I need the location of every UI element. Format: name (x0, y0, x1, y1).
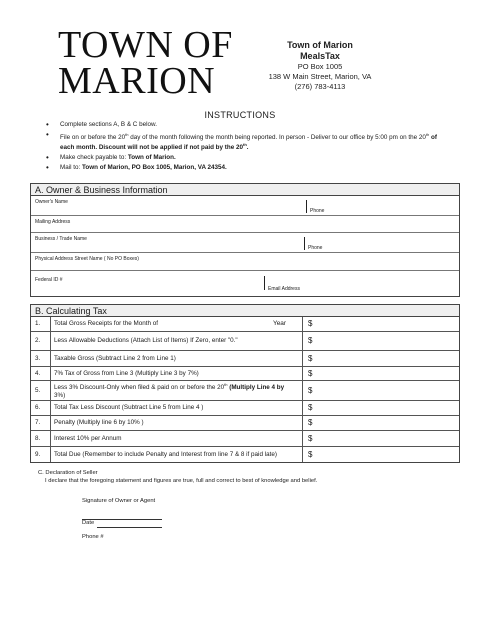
federal-id-field[interactable] (31, 271, 459, 296)
line-number: 7. (31, 415, 51, 430)
instruction-item: • File on or before the 20th day of the month following the month being reported. In person - Deliver to our office by 5:00 pm on the 20th of each month. Discount will not be applied if not paid by the 20th. (46, 131, 446, 152)
line-number: 8. (31, 430, 51, 446)
table-row (31, 415, 459, 430)
line-description: Total Tax Less Discount (Subtract Line 5 from Line 4 ) (51, 400, 303, 415)
line-number: 2. (31, 331, 51, 350)
section-a-title: A. Owner & Business Information (31, 184, 459, 196)
amount-field[interactable]: $ (303, 430, 460, 446)
amount-field[interactable]: $ (303, 331, 460, 350)
line-number: 5. (31, 380, 51, 400)
section-a (30, 183, 460, 297)
email-label: Email Address (268, 286, 300, 292)
town-title-line2: MARION (58, 60, 216, 102)
line-description: Total Due (Remember to include Penalty and Interest from line 7 & 8 if paid late) (51, 446, 303, 462)
line-description: Interest 10% per Annum (51, 430, 303, 446)
field-divider (306, 200, 307, 213)
owner-phone-label: Phone (310, 208, 325, 214)
table-row (31, 350, 459, 366)
instruction-item: • Complete sections A, B & C below. (46, 121, 446, 128)
physical-address-field[interactable] (31, 253, 459, 271)
physical-address-label: Physical Address Street Name ( No PO Boxes) (35, 256, 139, 262)
amount-field[interactable]: $ (303, 415, 460, 430)
table-row (31, 380, 459, 400)
instructions-list (46, 121, 446, 174)
line-description: 7% Tax of Gross from Line 3 (Multiply Line 3 by 7%) (51, 366, 303, 380)
line-description: Taxable Gross (Subtract Line 2 from Line 1) (51, 350, 303, 366)
line-description: Less Allowable Deductions (Attach List of Items) If Zero, enter "0." (51, 331, 303, 350)
table-row (31, 400, 459, 415)
amount-field[interactable]: $ (303, 400, 460, 415)
line-number: 6. (31, 400, 51, 415)
calc-table (31, 317, 459, 462)
business-phone-label: Phone (308, 245, 323, 251)
instruction-item: • Mail to: Town of Marion, PO Box 1005, Marion, VA 24354. (46, 164, 446, 171)
mailing-address-field[interactable] (31, 216, 459, 233)
business-name-label: Business / Trade Name (35, 236, 87, 242)
table-row (31, 317, 459, 331)
line-number: 3. (31, 350, 51, 366)
po-box: PO Box 1005 (297, 62, 343, 71)
year-label: Year (272, 320, 287, 328)
declaration-title: C. Declaration of Seller (38, 470, 98, 476)
line-number: 1. (31, 317, 51, 331)
amount-field[interactable]: $ (303, 317, 460, 331)
dept-name: MealsTax (300, 51, 340, 61)
business-name-field[interactable] (31, 233, 459, 253)
line-number: 4. (31, 366, 51, 380)
section-b (30, 304, 460, 463)
table-row (31, 331, 459, 350)
amount-field[interactable]: $ (303, 350, 460, 366)
phone-label: Phone # (82, 534, 104, 540)
address-block (250, 40, 390, 92)
field-divider (304, 237, 305, 250)
line-description: Penalty (Multiply line 6 by 10% ) (51, 415, 303, 430)
table-row (31, 430, 459, 446)
town-title-line1: TOWN OF (58, 24, 233, 66)
instruction-item: • Make check payable to: Town of Marion. (46, 154, 446, 161)
line-description: Total Gross Receipts for the Month of Year (51, 317, 303, 331)
signature-label: Signature of Owner or Agent (82, 498, 156, 504)
table-row (31, 366, 459, 380)
date-line[interactable] (97, 527, 162, 528)
street-address: 138 W Main Street, Marion, VA (268, 72, 372, 81)
line-description: Less 3% Discount-Only when filed & paid on or before the 20th (Multiply Line 4 by 3%) (51, 380, 303, 400)
section-b-title: B. Calculating Tax (31, 305, 459, 317)
amount-field[interactable]: $ (303, 366, 460, 380)
declaration-statement: I declare that the foregoing statement and figures are true, full and correct to best of knowledge and belief. (45, 478, 318, 484)
instructions-title: INSTRUCTIONS (204, 110, 276, 120)
date-label: Date (82, 520, 95, 526)
owner-name-label: Owner's Name (35, 199, 68, 205)
amount-field[interactable]: $ (303, 446, 460, 462)
federal-id-label: Federal ID # (35, 277, 63, 283)
org-name: Town of Marion (287, 40, 353, 50)
owner-name-field[interactable] (31, 196, 459, 216)
table-row (31, 446, 459, 462)
mailing-address-label: Mailing Address (35, 219, 71, 225)
line-number: 9. (31, 446, 51, 462)
amount-field[interactable]: $ (303, 380, 460, 400)
office-phone: (276) 783-4113 (294, 82, 346, 91)
field-divider (264, 276, 265, 290)
